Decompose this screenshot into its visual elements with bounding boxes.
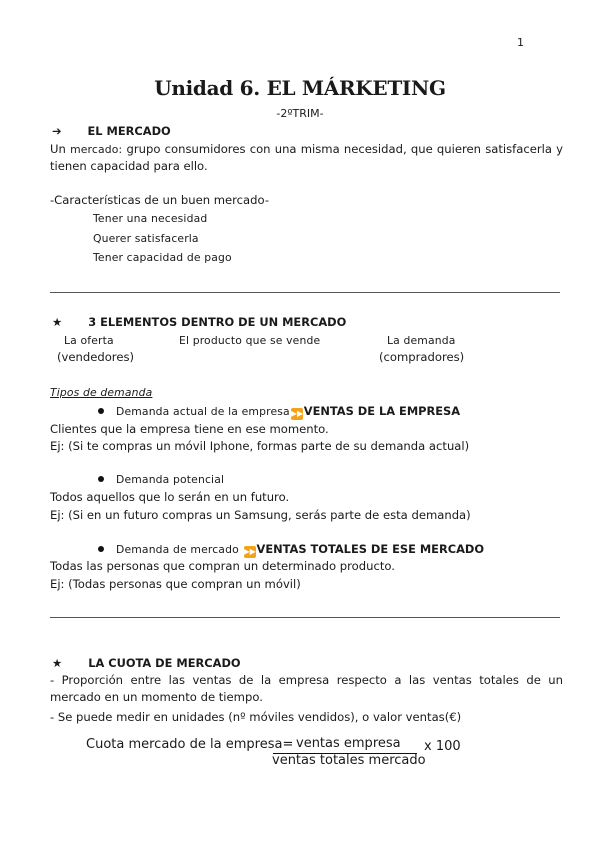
section-heading-text: EL MERCADO [87,124,171,138]
demanda-type-example: Ej: (Si en un futuro compras un Samsung, serás parte de esta demanda) [50,508,471,522]
characteristic-item: Querer satisfacerla [93,232,199,245]
demanda-type-desc: Clientes que la empresa tiene en ese momento. [50,422,329,436]
formula-label: Cuota mercado de la empresa= [86,737,294,752]
fast-forward-icon: ▶▶ [243,547,256,556]
divider [50,292,560,293]
formula-multiplier: x 100 [424,739,461,754]
element-oferta-sub: (vendedores) [57,350,135,364]
mercado-definition [50,141,563,175]
demanda-type-label: Demanda potencial [116,473,225,486]
page-number: 1 [517,36,524,49]
page-title: Unidad 6. EL MÁRKETING [154,76,446,100]
demanda-type-bullet [98,471,224,488]
def-prefix: Un [50,142,66,156]
bullet-icon [98,476,104,482]
demanda-type-label: Demanda de mercado [116,543,239,556]
element-producto: El producto que se vende [179,334,321,347]
demanda-type-label: Demanda actual de la empresa [116,405,290,418]
star-icon: ★ [52,315,63,329]
element-oferta: La oferta [64,334,114,347]
demanda-type-desc: Todos aquellos que lo serán en un futuro. [50,490,290,504]
bullet-icon [98,546,104,552]
formula-numerator: ventas empresa [296,736,401,751]
tipos-demanda-heading: Tipos de demanda [50,386,153,399]
characteristic-item: Tener una necesidad [93,212,208,225]
section-heading-text: LA CUOTA DE MERCADO [88,656,241,670]
formula-denominator: ventas totales mercado [272,753,426,768]
cuota-definition: - Proporción entre las ventas de la empresa respecto a las ventas totales de un mercado en un momento de tiempo. [50,673,563,704]
demanda-type-example: Ej: (Todas personas que compran un móvil) [50,577,301,591]
def-term: mercado: [70,143,123,156]
fast-forward-icon: ▶▶ [290,409,304,418]
demanda-type-result: VENTAS DE LA EMPRESA [303,404,461,418]
demanda-type-desc: Todas las personas que compran un determinado producto. [50,559,395,573]
star-icon: ★ [52,656,63,670]
element-demanda: La demanda [387,334,456,347]
section-heading-text: 3 ELEMENTOS DENTRO DE UN MERCADO [88,315,347,329]
demanda-type-bullet [98,541,484,558]
cuota-measure: - Se puede medir en unidades (nº móviles vendidos), o valor ventas(€) [50,710,462,724]
section-cuota-heading [52,655,241,672]
characteristic-item: Tener capacidad de pago [93,251,232,264]
page-subtitle: -2ºTRIM- [276,107,324,120]
element-demanda-sub: (compradores) [379,350,465,364]
section-elementos-heading [52,314,346,331]
section-el-mercado-heading [52,123,171,140]
demanda-type-example: Ej: (Si te compras un móvil Iphone, formas parte de su demanda actual) [50,439,470,453]
divider [50,617,560,618]
characteristics-heading: -Características de un buen mercado- [50,193,270,207]
def-text: grupo consumidores con una misma necesidad, que quieren satisfacerla y tienen capacidad para ello. [50,142,564,173]
bullet-icon [98,408,104,414]
demanda-type-result: VENTAS TOTALES DE ESE MERCADO [256,542,485,556]
demanda-type-bullet [98,403,460,420]
arrow-icon: ➔ [52,124,62,138]
